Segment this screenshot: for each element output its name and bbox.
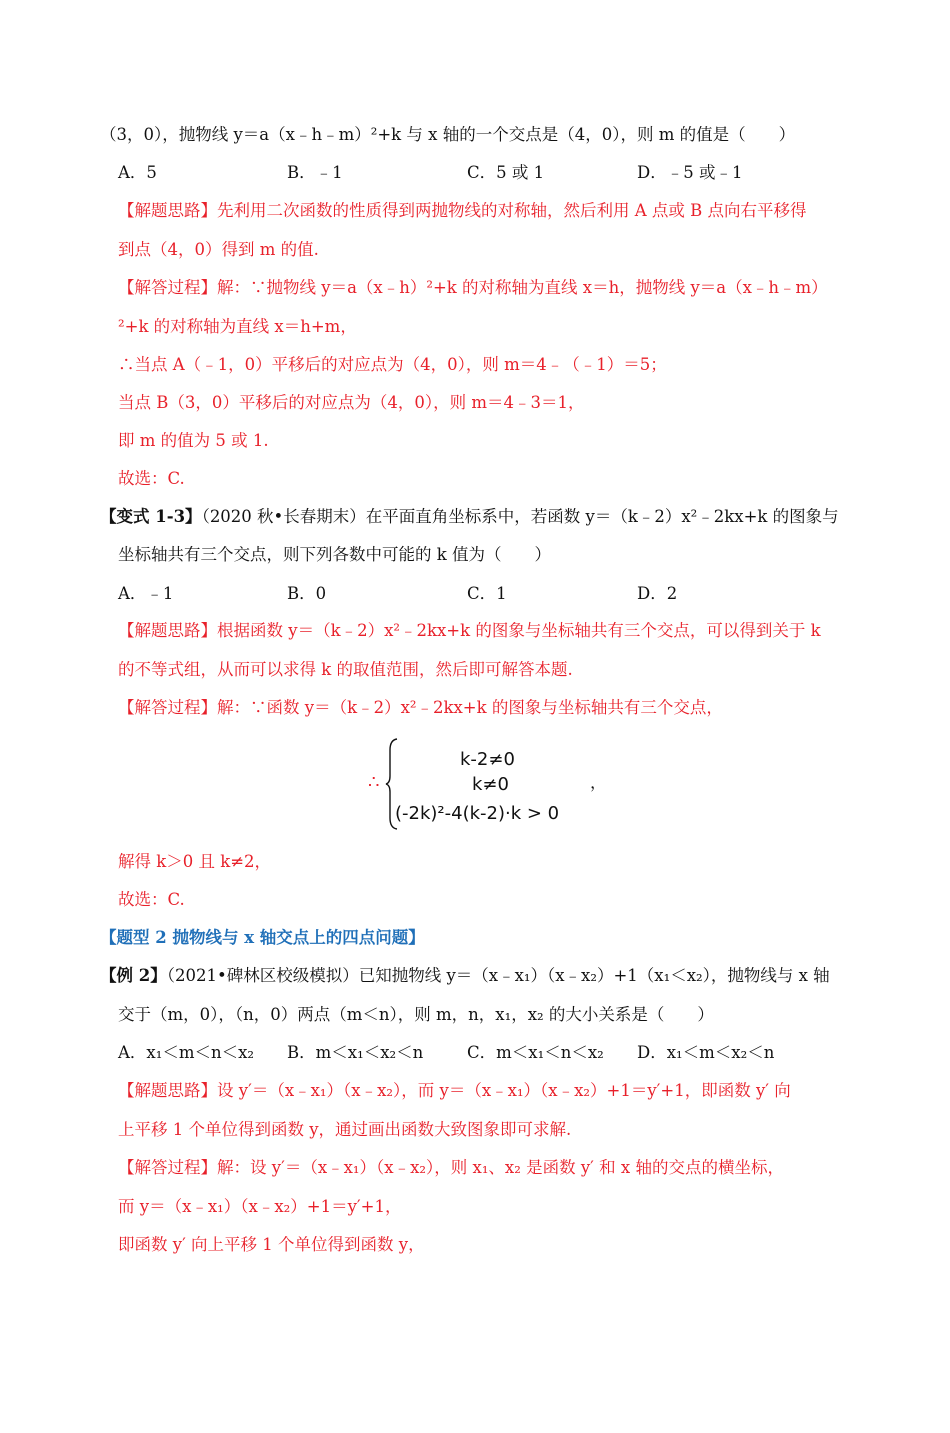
process-text: 解：∵函数 y＝（k﹣2）x²﹣2kx+k 的图象与坐标轴共有三个交点， [217, 698, 723, 717]
question-stem: （2021•碑林区校级模拟）已知抛物线 y＝（x﹣x₁）（x﹣x₂）+1（x₁＜x₂），抛物线与 x 轴 [166, 966, 830, 985]
solution-idea-cont: 到点（4，0）得到 m 的值. [118, 240, 319, 259]
process-line: ∴当点 A（﹣1，0）平移后的对应点为（4，0），则 m＝4﹣（﹣1）＝5； [118, 355, 667, 374]
question-header [100, 506, 839, 528]
question-label: 【例 2】 [100, 966, 167, 985]
option-c: C．m＜x₁＜n＜x₂ [467, 1043, 604, 1062]
option-a: A．﹣1 [118, 584, 174, 603]
solution-process [118, 1157, 784, 1179]
solution-idea-cont: 上平移 1 个单位得到函数 y，通过画出函数大致图象即可求解. [118, 1120, 572, 1139]
system-comma: ， [590, 773, 607, 792]
process-line: 即函数 y′ 向上平移 1 个单位得到函数 y， [118, 1235, 425, 1254]
idea-label: 【解题思路】 [118, 1081, 217, 1100]
option-b: B．0 [287, 584, 327, 603]
option-d: D．x₁＜m＜x₂＜n [637, 1043, 775, 1062]
option-d: D．﹣5 或﹣1 [637, 163, 743, 182]
solution-process [118, 277, 828, 299]
process-text: 解：设 y′＝（x﹣x₁）（x﹣x₂），则 x₁、x₂ 是函数 y′ 和 x 轴的交点的横坐标， [217, 1158, 784, 1177]
solution-idea [118, 200, 807, 222]
option-c: C．1 [467, 584, 507, 603]
system-eq-2: k≠0 [472, 774, 509, 795]
process-line: 当点 B（3，0）平移后的对应点为（4，0），则 m＝4﹣3＝1， [118, 393, 585, 412]
option-b: B．﹣1 [287, 163, 343, 182]
option-a: A．5 [118, 163, 157, 182]
question-stem: （2020 秋•长春期末）在平面直角坐标系中，若函数 y＝（k﹣2）x²﹣2kx+k 的图象与 [201, 507, 839, 526]
process-line: ²+k 的对称轴为直线 x＝h+m， [118, 317, 357, 336]
process-text: 解：∵抛物线 y＝a（x﹣h）²+k 的对称轴为直线 x＝h，抛物线 y＝a（x﹣h﹣m） [217, 278, 828, 297]
question-stem-cont: 坐标轴共有三个交点，则下列各数中可能的 k 值为（ ） [118, 545, 551, 564]
solution-process [118, 697, 723, 719]
process-label: 【解答过程】 [118, 698, 217, 717]
question-stem-cont: 交于（m，0），（n，0）两点（m＜n），则 m，n，x₁，x₂ 的大小关系是（ ） [118, 1005, 714, 1024]
option-a: A．x₁＜m＜n＜x₂ [118, 1043, 255, 1062]
idea-text: 根据函数 y＝（k﹣2）x²﹣2kx+k 的图象与坐标轴共有三个交点，可以得到关于 k [217, 621, 821, 640]
solution-idea [118, 1080, 791, 1102]
system-eq-3: (-2k)²-4(k-2)·k > 0 [395, 803, 560, 824]
option-d: D．2 [637, 584, 678, 603]
question-label: 【变式 1-3】 [100, 507, 202, 526]
process-line: 解得 k＞0 且 k≠2， [118, 852, 272, 871]
answer-line: 故选：C. [118, 469, 185, 488]
system-eq-1: k-2≠0 [460, 749, 515, 770]
idea-label: 【解题思路】 [118, 201, 217, 220]
process-line: 即 m 的值为 5 或 1. [118, 431, 269, 450]
idea-text: 先利用二次函数的性质得到两抛物线的对称轴，然后利用 A 点或 B 点向右平移得 [217, 201, 807, 220]
process-label: 【解答过程】 [118, 278, 217, 297]
option-c: C．5 或 1 [467, 163, 545, 182]
option-b: B．m＜x₁＜x₂＜n [287, 1043, 424, 1062]
idea-label: 【解题思路】 [118, 621, 217, 640]
idea-text: 设 y′＝（x﹣x₁）（x﹣x₂），而 y＝（x﹣x₁）（x﹣x₂）+1＝y′+1，即函数 y′ 向 [217, 1081, 791, 1100]
solution-idea-cont: 的不等式组，从而可以求得 k 的取值范围，然后即可解答本题. [118, 660, 573, 679]
process-label: 【解答过程】 [118, 1158, 217, 1177]
question-header [100, 965, 830, 987]
solution-idea [118, 620, 821, 642]
section-title: 【题型 2 抛物线与 x 轴交点上的四点问题】 [100, 928, 425, 947]
question-stem: （3，0），抛物线 y＝a（x﹣h﹣m）²+k 与 x 轴的一个交点是（4，0），则 m 的值是（ ） [100, 125, 796, 144]
process-line: 而 y＝（x﹣x₁）（x﹣x₂）+1＝y′+1， [118, 1197, 402, 1216]
answer-line: 故选：C. [118, 890, 185, 909]
therefore-symbol: ∴ [368, 772, 380, 793]
